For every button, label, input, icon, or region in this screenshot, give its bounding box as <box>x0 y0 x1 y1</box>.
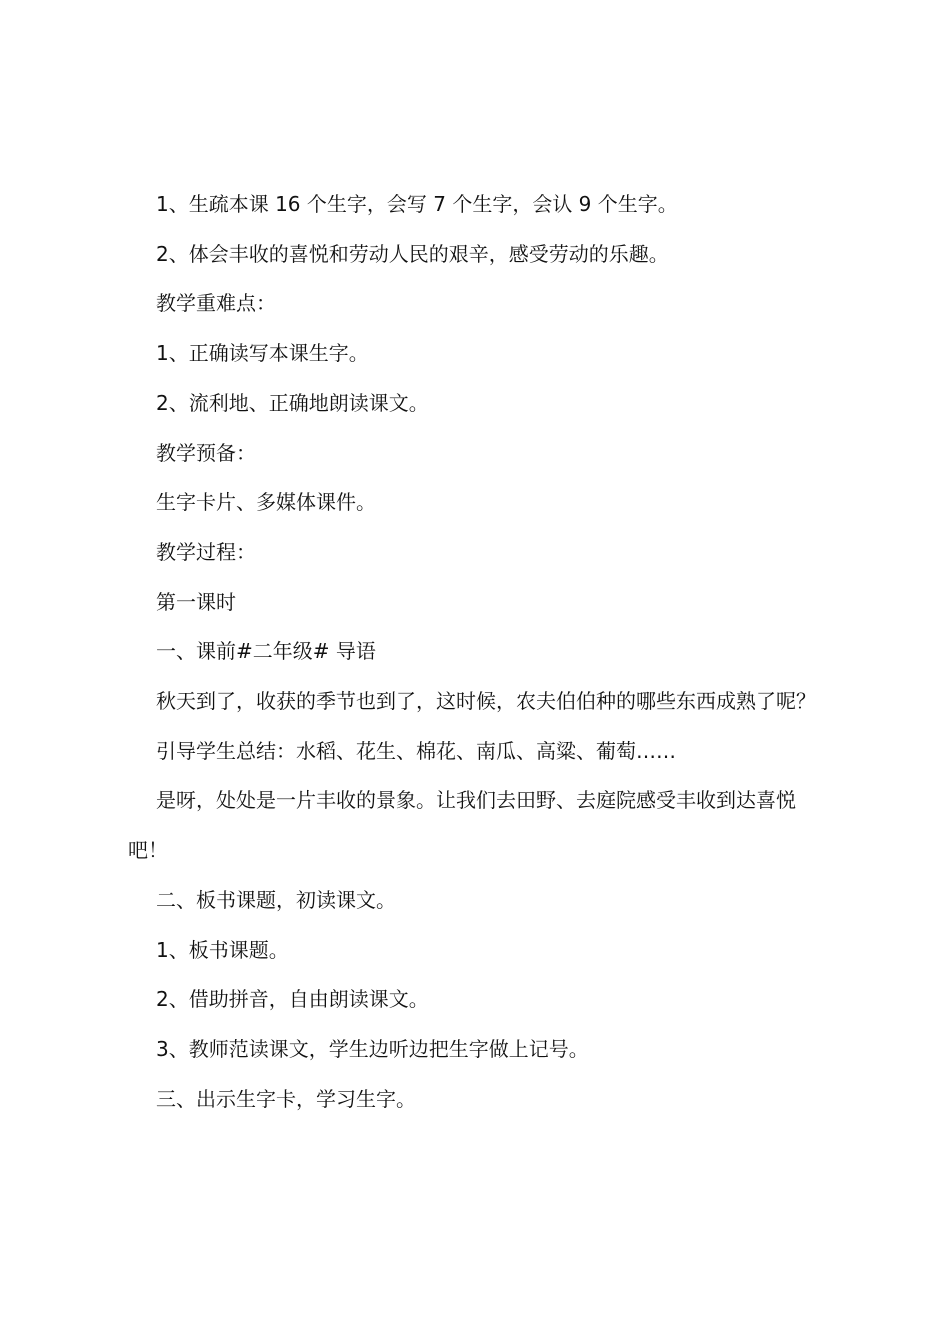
section-heading-key-points: 教学重难点： <box>156 291 276 316</box>
key-point-2: 2、流利地、正确地朗读课文。 <box>156 390 429 415</box>
step-1-heading: 一、课前#二年级# 导语 <box>156 639 376 664</box>
preparation-items: 生字卡片、多媒体课件。 <box>156 490 376 515</box>
objective-1: 1、生疏本课 16 个生字，会写 7 个生字，会认 9 个生字。 <box>156 192 678 216</box>
step-2-item-2: 2、借助拼音，自由朗读课文。 <box>156 987 429 1012</box>
step-2-item-3: 3、教师范读课文，学生边听边把生字做上记号。 <box>156 1036 589 1061</box>
lesson-period-title: 第一课时 <box>156 589 236 614</box>
document-body <box>128 180 833 1124</box>
guide-summary: 引导学生总结：水稻、花生、棉花、南瓜、高粱、葡萄…… <box>156 738 676 763</box>
objective-2: 2、体会丰收的喜悦和劳动人民的艰辛，感受劳动的乐趣。 <box>156 241 669 266</box>
intro-paragraph: 秋天到了，收获的季节也到了，这时候，农夫伯伯种的哪些东西成熟了呢？ <box>156 689 816 714</box>
key-point-1: 1、正确读写本课生字。 <box>156 341 369 366</box>
harvest-paragraph: 是呀，处处是一片丰收的景象。让我们去田野、去庭院感受丰收到达喜悦吧！ <box>128 788 796 863</box>
step-2-item-1: 1、板书课题。 <box>156 937 289 962</box>
step-2-heading: 二、板书课题，初读课文。 <box>156 887 396 912</box>
step-3-heading: 三、出示生字卡，学习生字。 <box>156 1086 416 1111</box>
section-heading-preparation: 教学预备： <box>156 440 256 465</box>
section-heading-process: 教学过程： <box>156 539 256 564</box>
